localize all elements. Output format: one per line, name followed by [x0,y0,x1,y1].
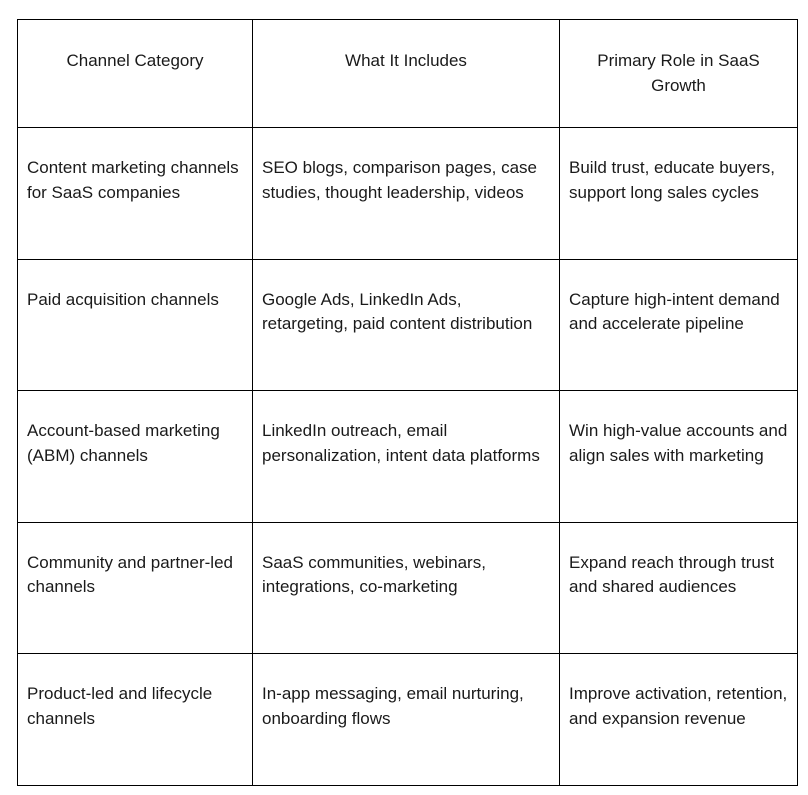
table-row [18,654,798,786]
table-cell: Build trust, educate buyers, support long sales cycles [560,128,798,260]
header-channel-category: Channel Category [18,20,253,128]
table-row [18,128,798,260]
table-cell: Expand reach through trust and shared audiences [560,522,798,654]
table-cell: Capture high-intent demand and accelerate pipeline [560,259,798,391]
table-header-row [18,20,798,128]
channels-table [17,19,798,786]
header-what-it-includes: What It Includes [253,20,560,128]
table-row [18,522,798,654]
table-cell: Product-led and lifecycle channels [18,654,253,786]
table-cell: Improve activation, retention, and expansion revenue [560,654,798,786]
table-cell: SaaS communities, webinars, integrations, co-marketing [253,522,560,654]
header-primary-role: Primary Role in SaaS Growth [560,20,798,128]
table-cell: Paid acquisition channels [18,259,253,391]
table-cell: Content marketing channels for SaaS companies [18,128,253,260]
table-cell: SEO blogs, comparison pages, case studies, thought leadership, videos [253,128,560,260]
table-cell: Community and partner-led channels [18,522,253,654]
table-row [18,259,798,391]
table-cell: Google Ads, LinkedIn Ads, retargeting, paid content distribution [253,259,560,391]
table-cell: LinkedIn outreach, email personalization, intent data platforms [253,391,560,523]
table-cell: In-app messaging, email nurturing, onboarding flows [253,654,560,786]
table-cell: Account-based marketing (ABM) channels [18,391,253,523]
table-cell: Win high-value accounts and align sales with marketing [560,391,798,523]
table-row [18,391,798,523]
